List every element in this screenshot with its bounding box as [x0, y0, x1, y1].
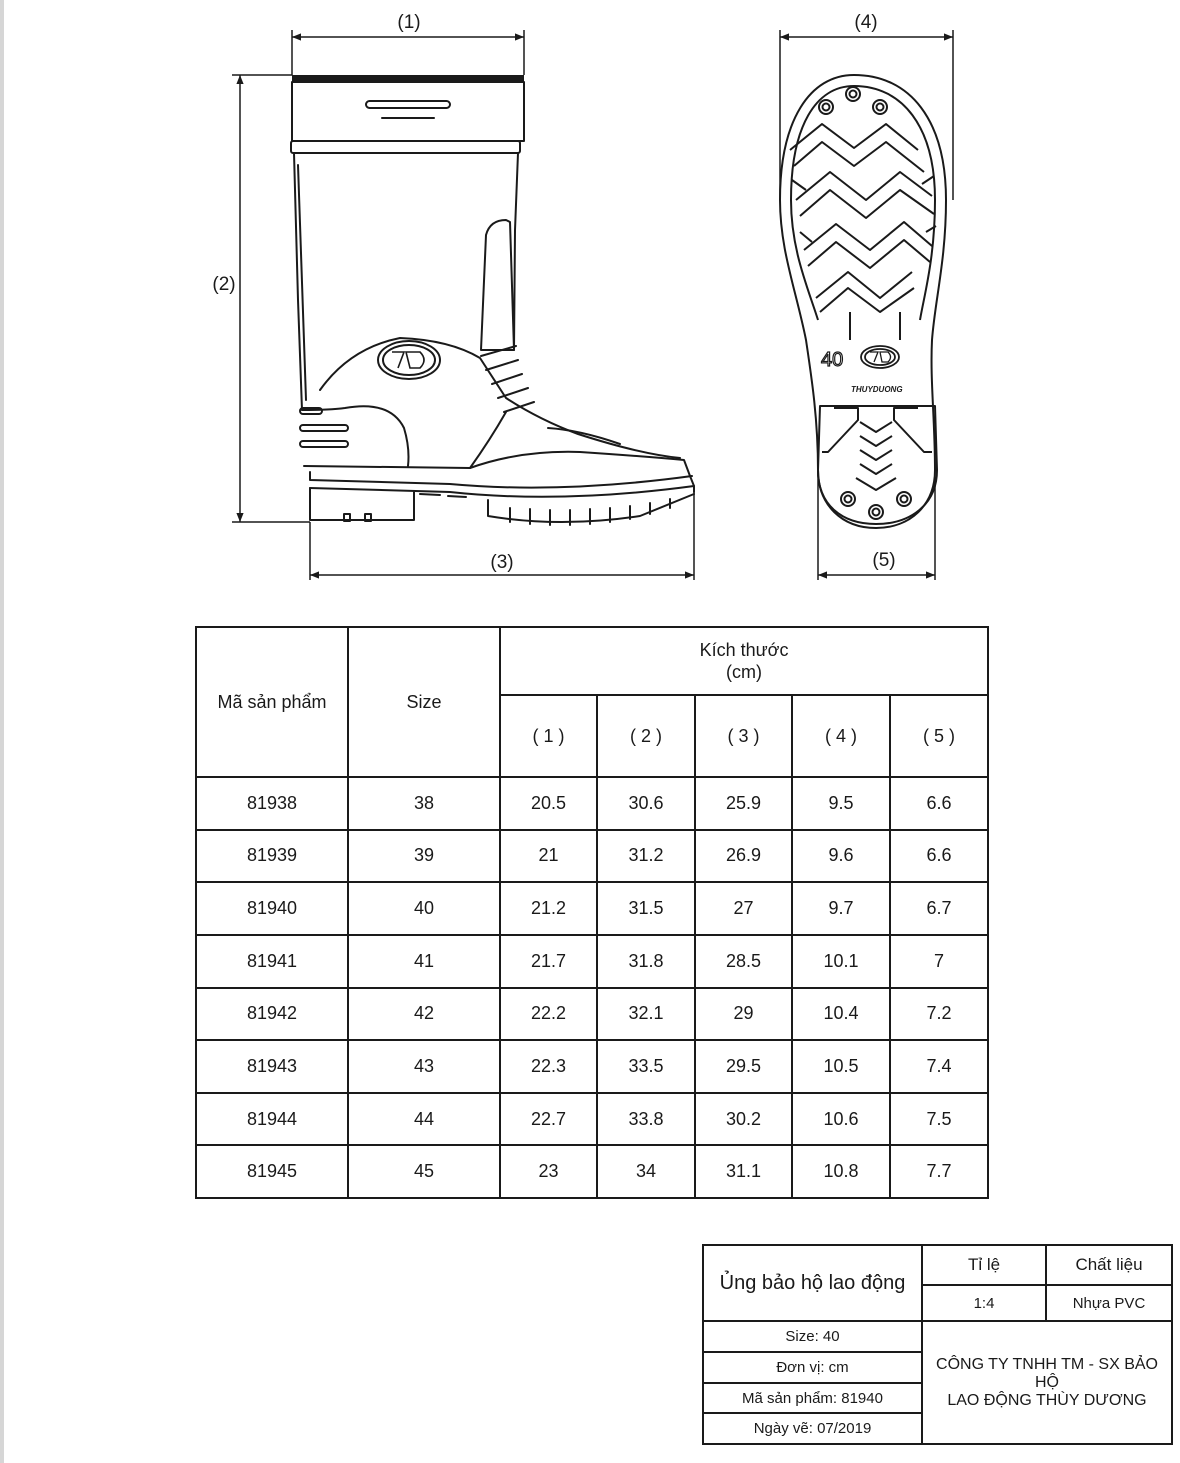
cell-d4: 10.8 [792, 1145, 890, 1198]
header-dimensions-title: Kích thước [699, 640, 789, 660]
table-row [196, 882, 988, 935]
header-product-code: Mã sản phẩm [196, 627, 348, 777]
cell-d4: 10.1 [792, 935, 890, 988]
table-row [196, 1040, 988, 1093]
header-dim-1: ( 1 ) [500, 695, 597, 777]
table-row [196, 1093, 988, 1146]
title-date: Ngày vẽ: 07/2019 [703, 1413, 922, 1444]
cell-d1: 21 [500, 830, 597, 883]
title-block [702, 1244, 1173, 1445]
header-dimensions-unit: (cm) [726, 662, 762, 682]
table-row [196, 777, 988, 830]
table-row [196, 935, 988, 988]
cell-d2: 31.2 [597, 830, 695, 883]
sole-brand-text: THUYDUONG [851, 385, 903, 394]
cell-d3: 30.2 [695, 1093, 792, 1146]
cell-d4: 9.7 [792, 882, 890, 935]
cell-d4: 10.6 [792, 1093, 890, 1146]
title-size: Size: 40 [703, 1321, 922, 1352]
technical-drawing [0, 0, 1180, 600]
dim-label-5: (5) [872, 550, 896, 571]
cell-d5: 7.2 [890, 988, 988, 1041]
cell-d1: 21.7 [500, 935, 597, 988]
cell-d2: 33.8 [597, 1093, 695, 1146]
title-material-value: Nhựa PVC [1046, 1285, 1172, 1321]
cell-d4: 10.4 [792, 988, 890, 1041]
cell-d4: 9.6 [792, 830, 890, 883]
cell-code: 81938 [196, 777, 348, 830]
cell-d3: 27 [695, 882, 792, 935]
title-product-code: Mã sản phẩm: 81940 [703, 1383, 922, 1413]
dim-label-3: (3) [490, 552, 514, 573]
cell-code: 81945 [196, 1145, 348, 1198]
cell-d1: 23 [500, 1145, 597, 1198]
title-company [922, 1321, 1172, 1444]
cell-size: 41 [348, 935, 500, 988]
cell-d4: 9.5 [792, 777, 890, 830]
cell-size: 44 [348, 1093, 500, 1146]
cell-d1: 22.7 [500, 1093, 597, 1146]
cell-d3: 29.5 [695, 1040, 792, 1093]
cell-d5: 6.6 [890, 830, 988, 883]
cell-code: 81941 [196, 935, 348, 988]
header-dim-3: ( 3 ) [695, 695, 792, 777]
dim-label-1: (1) [397, 12, 421, 33]
cell-size: 45 [348, 1145, 500, 1198]
cell-d1: 20.5 [500, 777, 597, 830]
title-company-line-2: LAO ĐỘNG THÙY DƯƠNG [947, 1391, 1147, 1409]
cell-d2: 31.5 [597, 882, 695, 935]
title-scale-label: Tỉ lệ [922, 1245, 1046, 1285]
title-scale-value: 1:4 [922, 1285, 1046, 1321]
boot-side-view [291, 75, 694, 525]
cell-size: 39 [348, 830, 500, 883]
cell-d4: 10.5 [792, 1040, 890, 1093]
cell-d1: 21.2 [500, 882, 597, 935]
table-row [196, 830, 988, 883]
cell-size: 43 [348, 1040, 500, 1093]
cell-d2: 30.6 [597, 777, 695, 830]
cell-code: 81944 [196, 1093, 348, 1146]
table-row [196, 988, 988, 1041]
cell-d3: 26.9 [695, 830, 792, 883]
header-dim-2: ( 2 ) [597, 695, 695, 777]
cell-d1: 22.2 [500, 988, 597, 1041]
size-table [195, 626, 989, 1199]
dim-label-4: (4) [854, 12, 878, 33]
sole-size-mark: 40 [821, 349, 844, 371]
header-dim-5: ( 5 ) [890, 695, 988, 777]
brand-logo-sole [861, 346, 899, 368]
cell-d5: 6.7 [890, 882, 988, 935]
title-company-line-1: CÔNG TY TNHH TM - SX BẢO HỘ [936, 1355, 1158, 1391]
cell-d3: 29 [695, 988, 792, 1041]
brand-logo-side [378, 341, 440, 379]
cell-size: 40 [348, 882, 500, 935]
boot-sole-view [780, 75, 946, 528]
cell-code: 81939 [196, 830, 348, 883]
cell-code: 81942 [196, 988, 348, 1041]
title-unit: Đơn vị: cm [703, 1352, 922, 1383]
cell-code: 81940 [196, 882, 348, 935]
cell-d2: 32.1 [597, 988, 695, 1041]
dim-label-2: (2) [212, 274, 236, 295]
cell-d5: 6.6 [890, 777, 988, 830]
cell-d5: 7.5 [890, 1093, 988, 1146]
cell-d1: 22.3 [500, 1040, 597, 1093]
title-material-label: Chất liệu [1046, 1245, 1172, 1285]
cell-d3: 25.9 [695, 777, 792, 830]
cell-d2: 34 [597, 1145, 695, 1198]
cell-size: 42 [348, 988, 500, 1041]
header-dimensions [500, 627, 988, 695]
cell-size: 38 [348, 777, 500, 830]
cell-d5: 7.4 [890, 1040, 988, 1093]
cell-d2: 33.5 [597, 1040, 695, 1093]
title-product-name: Ủng bảo hộ lao động [703, 1245, 922, 1321]
cell-d5: 7.7 [890, 1145, 988, 1198]
cell-code: 81943 [196, 1040, 348, 1093]
header-size: Size [348, 627, 500, 777]
header-dim-4: ( 4 ) [792, 695, 890, 777]
cell-d3: 28.5 [695, 935, 792, 988]
cell-d5: 7 [890, 935, 988, 988]
cell-d3: 31.1 [695, 1145, 792, 1198]
table-row [196, 1145, 988, 1198]
cell-d2: 31.8 [597, 935, 695, 988]
